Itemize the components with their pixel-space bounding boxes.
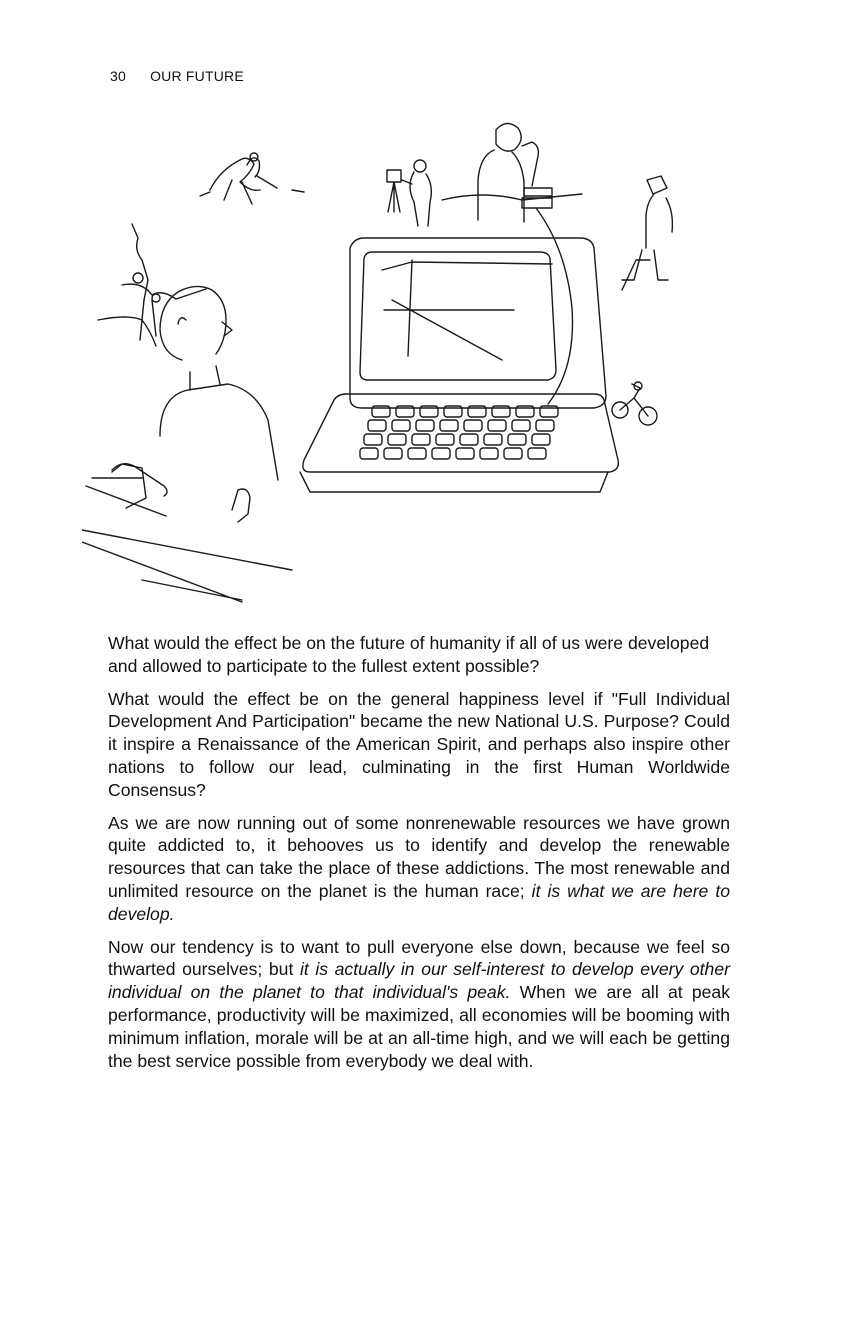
running-title: OUR FUTURE <box>150 68 244 84</box>
keyboard-key-icon <box>508 434 526 445</box>
text-segment: Now our tendency is to want to pull everyone else down, because we feel so thwarted ourselves; but <box>108 936 730 980</box>
keyboard-key-icon <box>456 448 474 459</box>
computer-terminal-icon <box>300 238 618 492</box>
text-segment: What would the effect be on the future of humanity if all of us were developed and allowed to participate to the fullest extent possible? <box>108 633 710 676</box>
keyboard-key-icon <box>416 420 434 431</box>
person-with-saw-icon <box>82 286 292 602</box>
body-text <box>108 632 730 1082</box>
keyboard-key-icon <box>388 434 406 445</box>
keyboard-key-icon <box>368 420 386 431</box>
keyboard-key-icon <box>460 434 478 445</box>
italic-text: it is what we are here to develop. <box>108 880 730 924</box>
illustration <box>82 110 722 610</box>
keyboard-key-icon <box>504 448 522 459</box>
italic-text: it is actually in our self-interest to develop every other individual on the planet to that individual's peak. <box>108 959 730 1003</box>
text-segment: As we are now running out of some nonrenewable resources we have grown quite addicted to, it behooves us to identify and develop the renewable resources that can take the place of these addictions. The most renewable and unlimited resource on the planet is the human race; <box>108 812 730 901</box>
text-segment: What would the effect be on the general happiness level if "Full Individual Development And Participation" became the new National U.S. Purpose? Could it inspire a Renaissance of the American Spirit, and perhaps also inspire other nations to follow our lead, culminating in the first Human Worldwide Consensus? <box>108 688 730 800</box>
keyboard-icon <box>360 406 558 459</box>
keyboard-key-icon <box>464 420 482 431</box>
dancers-icon <box>98 224 206 346</box>
keyboard-key-icon <box>360 448 378 459</box>
keyboard-key-icon <box>384 448 402 459</box>
keyboard-key-icon <box>412 434 430 445</box>
paragraph <box>108 936 730 1073</box>
paragraph <box>108 812 730 926</box>
page-header <box>110 68 244 84</box>
keyboard-key-icon <box>532 434 550 445</box>
keyboard-key-icon <box>484 434 502 445</box>
page-number: 30 <box>110 68 126 84</box>
keyboard-key-icon <box>408 448 426 459</box>
keyboard-key-icon <box>536 420 554 431</box>
keyboard-key-icon <box>432 448 450 459</box>
keyboard-key-icon <box>512 420 530 431</box>
keyboard-key-icon <box>480 448 498 459</box>
keyboard-key-icon <box>488 420 506 431</box>
keyboard-key-icon <box>436 434 454 445</box>
figure-skaters-icon <box>200 153 304 204</box>
paragraph <box>108 632 730 678</box>
keyboard-key-icon <box>392 420 410 431</box>
text-segment: When we are all at peak performance, productivity will be maximized, all economies will be booming with minimum inflation, morale will be at an all-time high, and we will each be getting the best service possible from everybody we deal with. <box>108 982 731 1071</box>
seated-figure-icon <box>622 176 672 290</box>
keyboard-key-icon <box>364 434 382 445</box>
keyboard-key-icon <box>528 448 546 459</box>
keyboard-key-icon <box>440 420 458 431</box>
cyclist-icon <box>612 382 657 425</box>
paragraph <box>108 688 730 802</box>
photographer-icon <box>387 160 431 226</box>
